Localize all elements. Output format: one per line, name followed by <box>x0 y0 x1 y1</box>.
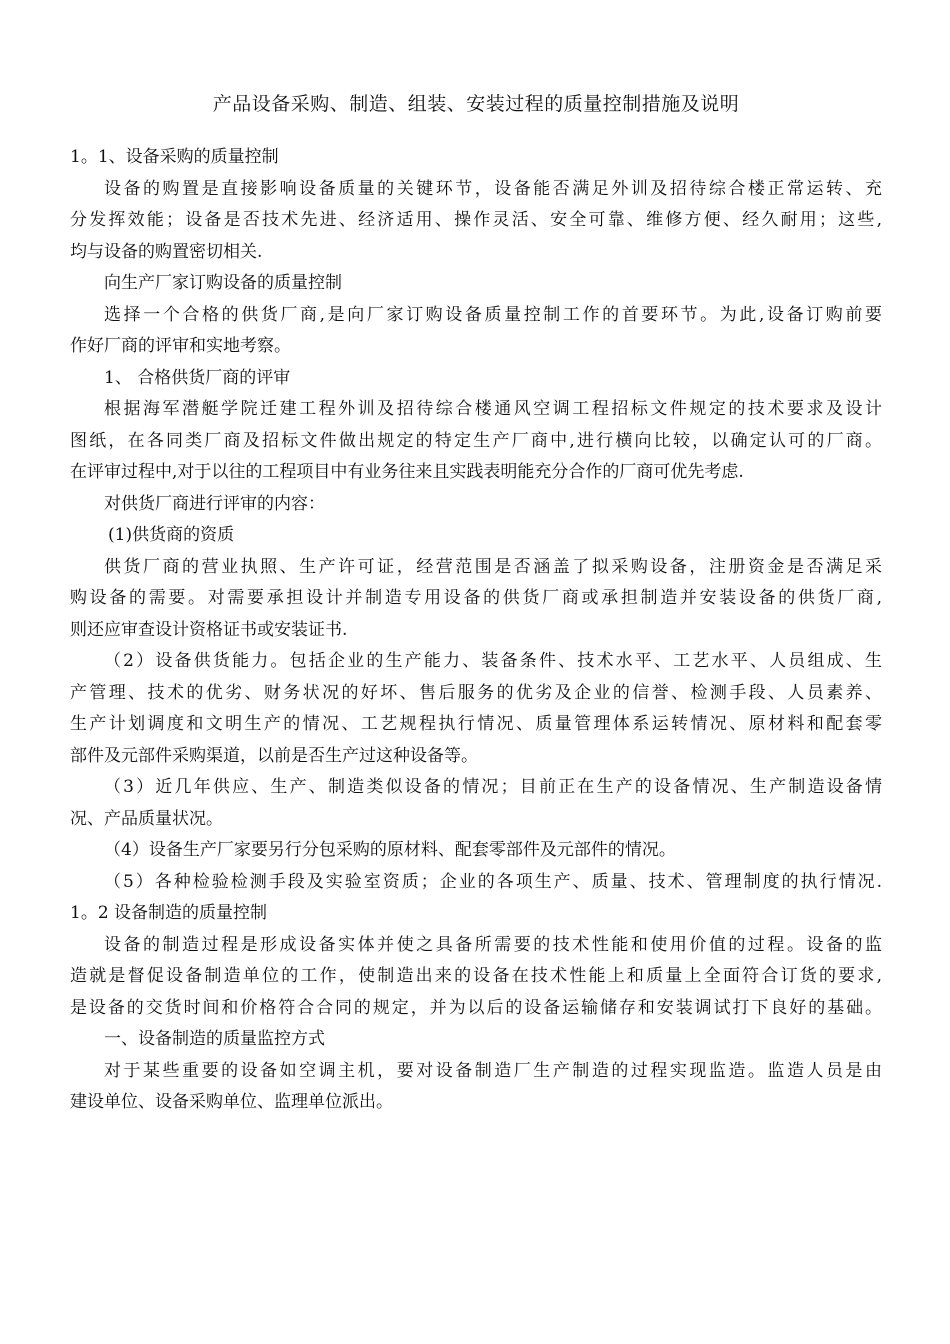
text-line: 则还应审查设计资格证书或安装证书. <box>70 619 348 640</box>
text-line: 设备的制造过程是形成设备实体并使之具备所需要的技术性能和使用价值的过程。设备的监 <box>104 934 882 955</box>
document-page <box>70 90 882 1119</box>
text-line: 选择一个合格的供货厂商,是向厂家订购设备质量控制工作的首要环节。为此,设备订购前要 <box>104 304 882 325</box>
text-line: 根据海军潜艇学院迁建工程外训及招待综合楼通风空调工程招标文件规定的技术要求及设计 <box>104 399 882 419</box>
text-line: (1)供货商的资质 <box>108 525 235 545</box>
text-line: 造就是督促设备制造单位的工作，使制造出来的设备在技术性能上和质量上全面符合订货的要求, <box>70 966 882 986</box>
text-line: 对供货厂商进行评审的内容： <box>104 493 325 514</box>
document-title: 产品设备采购、制造、组装、安装过程的质量控制措施及说明 <box>212 93 740 115</box>
text-line: （5）各种检验检测手段及实验室资质；企业的各项生产、质量、技术、管理制度的执行情况. <box>104 871 882 892</box>
text-line: 一、设备制造的质量监控方式 <box>104 1029 325 1049</box>
text-line: 购设备的需要。对需要承担设计并制造专用设备的供货厂商或承担制造并安装设备的供货厂商, <box>70 588 882 608</box>
text-line: 均与设备的购置密切相关. <box>70 241 263 262</box>
text-line: （3）近几年供应、生产、制造类似设备的情况；目前正在生产的设备情况、生产制造设备情 <box>104 777 882 797</box>
text-line: 是设备的交货时间和价格符合合同的规定，并为以后的设备运输储存和安装调试打下良好的基础。 <box>70 997 882 1018</box>
text-line: 分发挥效能；设备是否技术先进、经济适用、操作灵活、安全可靠、维修方便、经久耐用；这些, <box>70 210 882 230</box>
text-line: （2）设备供货能力。包括企业的生产能力、装备条件、技术水平、工艺水平、人员组成、生 <box>104 651 882 671</box>
text-line: 1。2 设备制造的质量控制 <box>70 903 268 923</box>
text-line: 设备的购置是直接影响设备质量的关键环节，设备能否满足外训及招待综合楼正常运转、充 <box>104 178 882 199</box>
text-line: 对于某些重要的设备如空调主机，要对设备制造厂生产制造的过程实现监造。监造人员是由 <box>104 1060 882 1081</box>
text-line: 况、产品质量状况。 <box>70 808 223 829</box>
text-line: 供货厂商的营业执照、生产许可证，经营范围是否涵盖了拟采购设备，注册资金是否满足采 <box>104 556 882 577</box>
text-line: 1、 合格供货厂商的评审 <box>104 367 291 388</box>
text-line: 产管理、技术的优劣、财务状况的好坏、售后服务的优劣及企业的信誉、检测手段、人员素养、 <box>70 682 882 703</box>
text-line: 作好厂商的评审和实地考察。 <box>70 336 291 356</box>
text-line: （4）设备生产厂家要另行分包采购的原材料、配套零部件及元部件的情况。 <box>104 840 676 860</box>
text-line: 建设单位、设备采购单位、监理单位派出。 <box>70 1092 393 1112</box>
text-line: 部件及元部件采购渠道，以前是否生产过这种设备等。 <box>70 745 478 766</box>
text-line: 生产计划调度和文明生产的情况、工艺规程执行情况、质量管理体系运转情况、原材料和配套零 <box>70 714 882 734</box>
text-line: 在评审过程中,对于以往的工程项目中有业务往来且实践表明能充分合作的厂商可优先考虑. <box>70 462 744 482</box>
document-body <box>70 142 882 1119</box>
text-line: 1。1、设备采购的质量控制 <box>70 147 279 167</box>
text-line: 图纸，在各同类厂商及招标文件做出规定的特定生产厂商中,进行横向比较，以确定认可的厂商。 <box>70 430 882 451</box>
text-line: 向生产厂家订购设备的质量控制 <box>104 273 342 293</box>
